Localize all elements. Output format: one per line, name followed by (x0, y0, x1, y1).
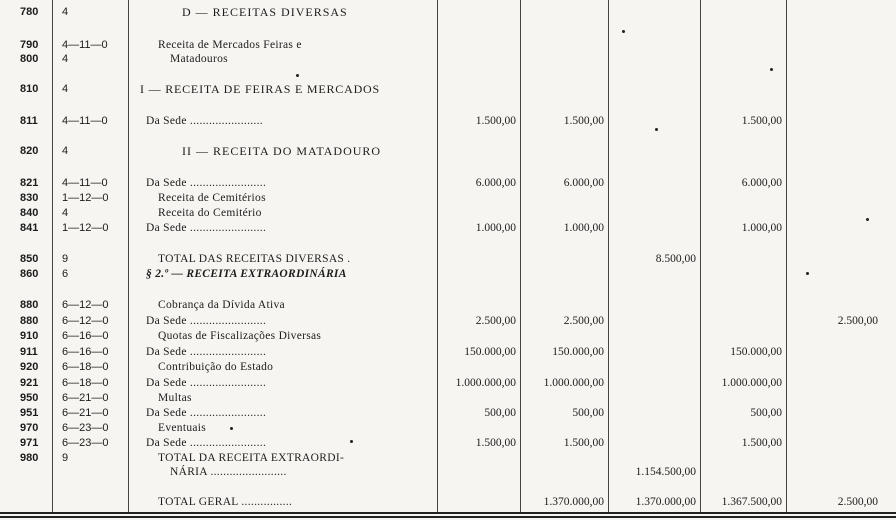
ledger-row (0, 113, 896, 129)
row-code: 820 (20, 145, 39, 157)
column-rule (700, 0, 701, 512)
row-description: Da Sede ........................ (146, 346, 267, 358)
row-classification: 4 (62, 145, 69, 157)
row-description: Da Sede ........................ (146, 177, 267, 189)
row-description: II — RECEITA DO MATADOURO (182, 144, 382, 158)
row-code: 920 (20, 361, 39, 373)
row-description: Eventuais (158, 422, 207, 434)
row-description: Multas (158, 392, 192, 404)
row-code: 840 (20, 207, 39, 219)
amount-column-5: 2.500,00 (837, 315, 878, 327)
row-classification: 9 (62, 452, 69, 464)
scan-speck (350, 440, 353, 443)
ledger-row (0, 266, 896, 282)
amount-column-2: 500,00 (572, 407, 604, 419)
amount-column-1: 1.000,00 (475, 222, 516, 234)
row-code: 950 (20, 392, 39, 404)
column-rule (52, 0, 53, 512)
amount-column-4: 150.000,00 (730, 346, 782, 358)
row-code: 910 (20, 330, 39, 342)
amount-column-2: 1.500,00 (563, 115, 604, 127)
amount-column-1: 500,00 (484, 407, 516, 419)
row-classification: 1—12—0 (62, 192, 109, 204)
row-code: 780 (20, 6, 39, 18)
row-classification: 6—23—0 (62, 437, 109, 449)
row-code: 880 (20, 315, 39, 327)
ledger-row (0, 297, 896, 313)
row-classification: 6—21—0 (62, 407, 109, 419)
amount-column-1: 150.000,00 (464, 346, 516, 358)
row-classification: 4—11—0 (62, 39, 108, 51)
row-classification: 4—11—0 (62, 177, 108, 189)
row-description: Da Sede ........................ (146, 377, 267, 389)
scan-speck (806, 272, 809, 275)
row-code: 850 (20, 253, 39, 265)
row-description: TOTAL GERAL ................ (158, 496, 293, 508)
row-description: I — RECEITA DE FEIRAS E MERCADOS (140, 82, 380, 96)
amount-column-4: 1.367.500,00 (721, 496, 782, 508)
amount-column-1: 1.500,00 (475, 437, 516, 449)
ledger-row (0, 464, 896, 480)
row-classification: 4—11—0 (62, 115, 108, 127)
row-code: 811 (20, 115, 38, 127)
ledger-row (0, 494, 896, 510)
amount-column-4: 1.000,00 (741, 222, 782, 234)
amount-column-4: 1.500,00 (741, 437, 782, 449)
row-description: Da Sede ........................ (146, 407, 267, 419)
ledger-row (0, 420, 896, 436)
row-description: Da Sede ....................... (146, 115, 263, 127)
row-code: 810 (20, 83, 39, 95)
amount-column-3: 1.370.000,00 (635, 496, 696, 508)
row-code: 921 (20, 377, 39, 389)
column-rule (786, 0, 787, 512)
row-description: Receita de Mercados Feiras e (158, 39, 302, 51)
scan-speck (296, 74, 299, 77)
column-rule (128, 0, 129, 512)
ledger-row (0, 251, 896, 267)
row-code: 911 (20, 346, 38, 358)
row-code: 970 (20, 422, 39, 434)
row-description: Cobrança da Dívida Ativa (158, 299, 285, 311)
row-description: Da Sede ........................ (146, 222, 267, 234)
ledger-row (0, 143, 896, 159)
row-classification: 4 (62, 53, 69, 65)
row-description: Da Sede ........................ (146, 315, 267, 327)
row-description: Receita do Cemitério (158, 207, 262, 219)
row-classification: 1—12—0 (62, 222, 109, 234)
ledger-row (0, 175, 896, 191)
amount-column-3: 8.500,00 (655, 253, 696, 265)
amount-column-1: 1.500,00 (475, 115, 516, 127)
amount-column-2: 6.000,00 (563, 177, 604, 189)
row-classification: 6—18—0 (62, 377, 109, 389)
amount-column-4: 1.500,00 (741, 115, 782, 127)
amount-column-4: 6.000,00 (741, 177, 782, 189)
ledger-row (0, 328, 896, 344)
row-description: NÁRIA ........................ (170, 466, 287, 478)
column-rule (520, 0, 521, 512)
row-description: Contribuição do Estado (158, 361, 274, 373)
row-description: Quotas de Fiscalizações Diversas (158, 330, 322, 342)
row-description: § 2.º — RECEITA EXTRAORDINÁRIA (146, 268, 347, 280)
ledger-row (0, 435, 896, 451)
ledger-row (0, 190, 896, 206)
row-code: 951 (20, 407, 39, 419)
row-classification: 6—18—0 (62, 361, 109, 373)
row-classification: 6—12—0 (62, 315, 109, 327)
ledger-row (0, 375, 896, 391)
row-code: 830 (20, 192, 39, 204)
amount-column-2: 1.000.000,00 (543, 377, 604, 389)
amount-column-2: 1.000,00 (563, 222, 604, 234)
row-classification: 6 (62, 268, 69, 280)
row-classification: 6—16—0 (62, 330, 109, 342)
row-classification: 6—12—0 (62, 299, 109, 311)
amount-column-2: 1.370.000,00 (543, 496, 604, 508)
amount-column-2: 1.500,00 (563, 437, 604, 449)
row-description: TOTAL DA RECEITA EXTRAORDI- (158, 452, 345, 464)
row-classification: 6—16—0 (62, 346, 109, 358)
row-code: 800 (20, 53, 39, 65)
ledger-row (0, 205, 896, 221)
row-classification: 4 (62, 207, 69, 219)
row-description: TOTAL DAS RECEITAS DIVERSAS . (158, 253, 351, 265)
ledger-row (0, 4, 896, 20)
amount-column-2: 2.500,00 (563, 315, 604, 327)
ledger-row (0, 390, 896, 406)
ledger-row (0, 344, 896, 360)
scan-speck (230, 427, 233, 430)
amount-column-4: 500,00 (750, 407, 782, 419)
amount-column-5: 2.500,00 (837, 496, 878, 508)
amount-column-1: 6.000,00 (475, 177, 516, 189)
row-code: 860 (20, 268, 39, 280)
ledger-row (0, 313, 896, 329)
scan-speck (770, 68, 773, 71)
row-classification: 4 (62, 6, 69, 18)
scan-speck (655, 128, 658, 131)
row-description: Receita de Cemitérios (158, 192, 266, 204)
row-code: 971 (20, 437, 39, 449)
row-description: Matadouros (170, 53, 228, 65)
row-code: 980 (20, 452, 39, 464)
amount-column-3: 1.154.500,00 (635, 466, 696, 478)
row-description: D — RECEITAS DIVERSAS (182, 5, 348, 19)
ledger-row (0, 405, 896, 421)
row-code: 790 (20, 39, 39, 51)
ledger-row (0, 81, 896, 97)
row-classification: 6—21—0 (62, 392, 109, 404)
row-description: Da Sede ........................ (146, 437, 267, 449)
ledger-row (0, 51, 896, 67)
ledger-row (0, 220, 896, 236)
row-classification: 4 (62, 83, 69, 95)
row-classification: 9 (62, 253, 69, 265)
row-code: 841 (20, 222, 39, 234)
amount-column-2: 150.000,00 (552, 346, 604, 358)
amount-column-1: 1.000.000,00 (455, 377, 516, 389)
scan-speck (622, 30, 625, 33)
row-code: 880 (20, 299, 39, 311)
ledger-row (0, 359, 896, 375)
amount-column-1: 2.500,00 (475, 315, 516, 327)
scan-speck (866, 218, 869, 221)
amount-column-4: 1.000.000,00 (721, 377, 782, 389)
bottom-rule (0, 516, 896, 518)
row-code: 821 (20, 177, 39, 189)
bottom-rule (0, 512, 896, 514)
row-classification: 6—23—0 (62, 422, 109, 434)
column-rule (608, 0, 609, 512)
column-rule (437, 0, 438, 512)
